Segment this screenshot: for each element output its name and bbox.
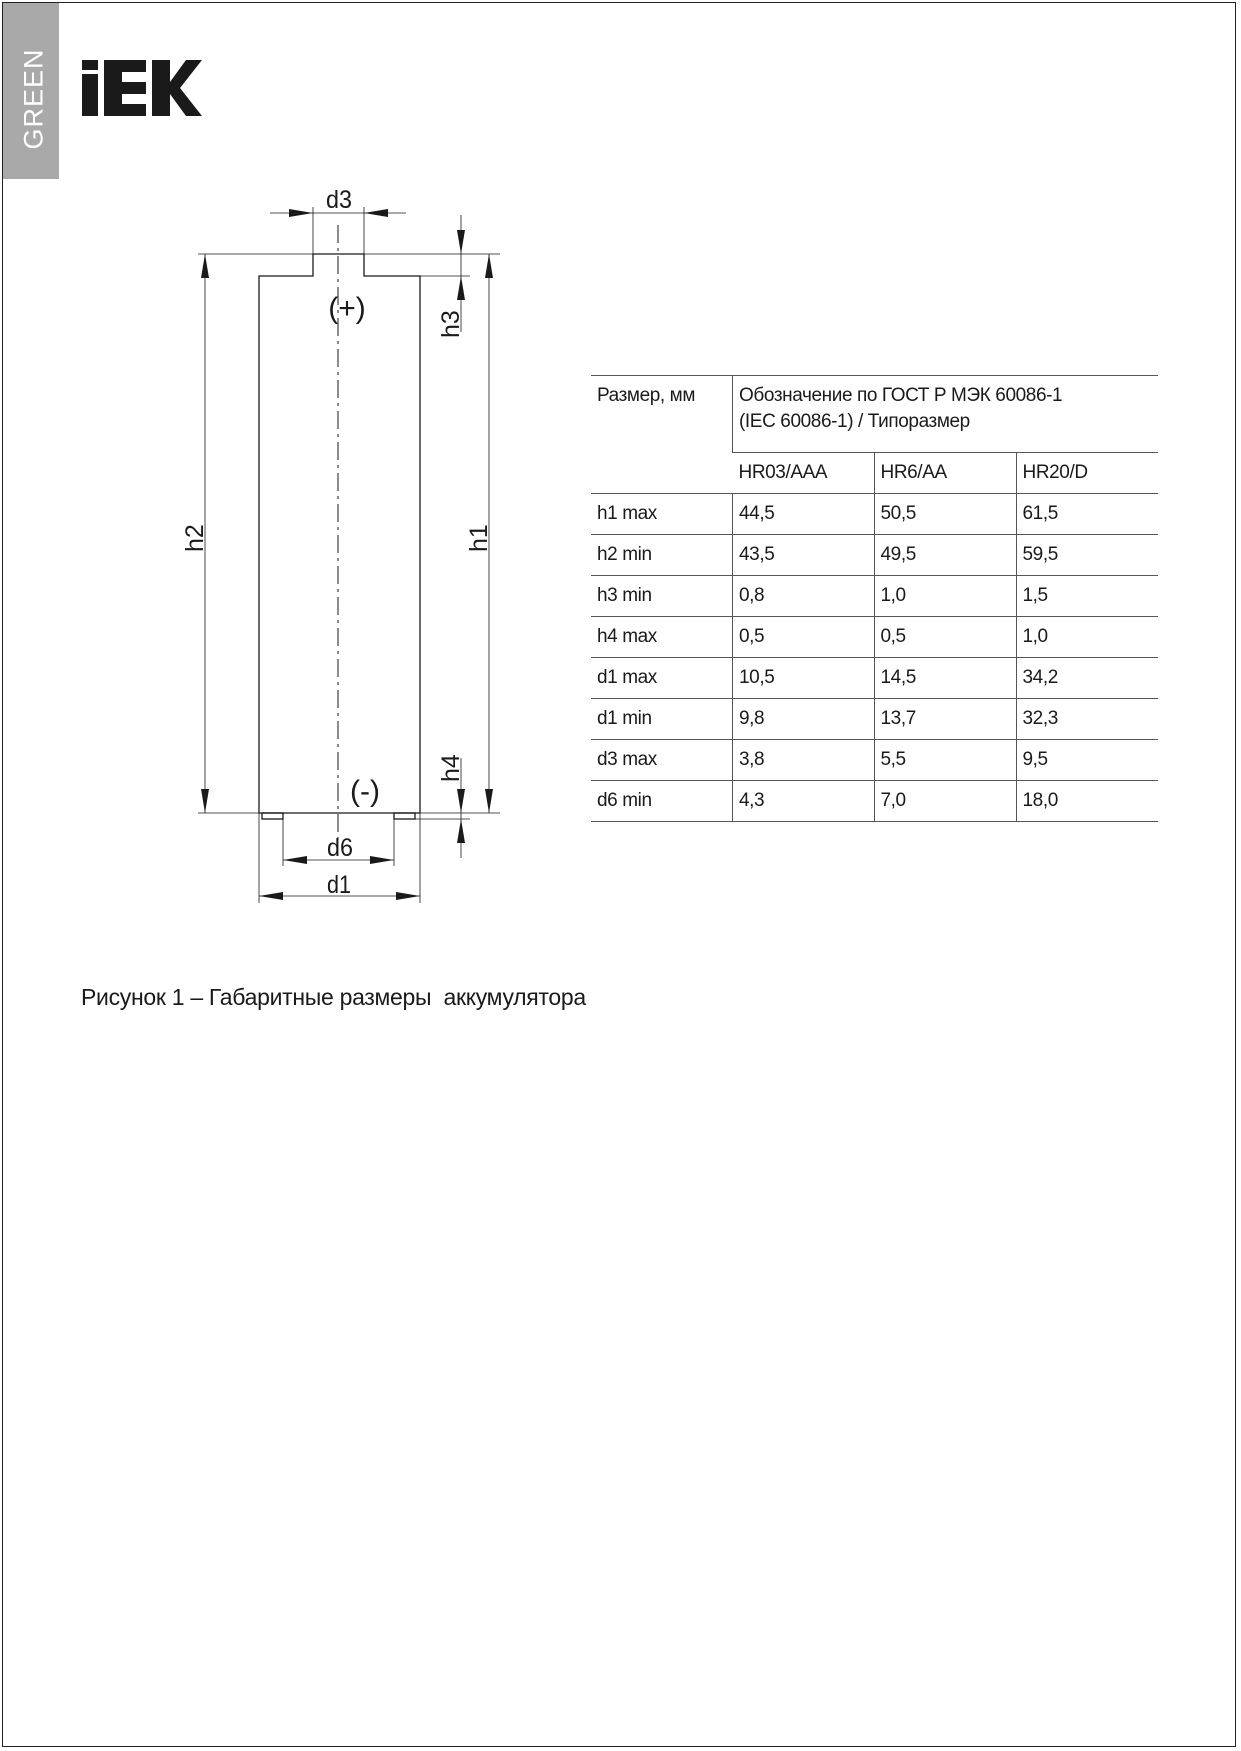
value-cell: 4,3: [733, 781, 875, 822]
arrow-h4-top: [457, 789, 465, 813]
arrow-h2-bottom: [201, 789, 209, 813]
label-d6: d6: [327, 834, 353, 862]
figure-caption: Рисунок 1 – Габаритные размеры аккумулятора: [81, 984, 586, 1010]
table-row: [591, 494, 1158, 535]
arrow-d1-left: [259, 892, 283, 900]
value-cell: 5,5: [874, 740, 1016, 781]
dimensions-table: [591, 375, 1158, 822]
label-h4: h4: [437, 754, 465, 782]
column-header: HR03/AAA: [733, 453, 875, 494]
param-cell: h1 max: [591, 494, 733, 535]
value-cell: 50,5: [874, 494, 1016, 535]
value-cell: 44,5: [733, 494, 875, 535]
value-cell: 0,8: [733, 576, 875, 617]
value-cell: 0,5: [733, 617, 875, 658]
table-row: [591, 781, 1158, 822]
column-header: HR20/D: [1016, 453, 1158, 494]
arrow-h3-top: [457, 230, 465, 254]
table-row: [591, 576, 1158, 617]
value-cell: 32,3: [1016, 699, 1158, 740]
param-cell: d1 min: [591, 699, 733, 740]
param-cell: d6 min: [591, 781, 733, 822]
arrow-h3-bottom: [457, 276, 465, 300]
value-cell: 9,5: [1016, 740, 1158, 781]
value-cell: 1,5: [1016, 576, 1158, 617]
value-cell: 49,5: [874, 535, 1016, 576]
value-cell: 9,8: [733, 699, 875, 740]
arrow-d3-right: [364, 209, 388, 217]
value-cell: 18,0: [1016, 781, 1158, 822]
arrow-h2-top: [201, 254, 209, 278]
value-cell: 59,5: [1016, 535, 1158, 576]
designation-header-line2: (IEC 60086-1) / Типоразмер: [739, 411, 970, 432]
arrow-d6-left: [283, 856, 307, 864]
arrow-h4-bottom: [457, 819, 465, 843]
table-row: [591, 699, 1158, 740]
negative-foot-right: [394, 813, 415, 819]
green-tab-label: GREEN: [18, 48, 49, 150]
arrow-d6-right: [370, 856, 394, 864]
param-cell: h3 min: [591, 576, 733, 617]
table-row: [591, 617, 1158, 658]
arrow-h1-top: [485, 254, 493, 278]
value-cell: 1,0: [1016, 617, 1158, 658]
label-d1: d1: [327, 871, 351, 899]
column-header: HR6/AA: [874, 453, 1016, 494]
table-header-row: [591, 376, 1158, 453]
arrow-h1-bottom: [485, 789, 493, 813]
negative-foot-left: [262, 813, 283, 819]
param-cell: d3 max: [591, 740, 733, 781]
label-h2: h2: [181, 524, 209, 552]
param-cell: h2 min: [591, 535, 733, 576]
label-h3: h3: [437, 310, 465, 338]
table-row: [591, 658, 1158, 699]
battery-outline: [259, 254, 420, 813]
designation-header-cell: [733, 376, 1159, 453]
param-cell: d1 max: [591, 658, 733, 699]
value-cell: 43,5: [733, 535, 875, 576]
value-cell: 14,5: [874, 658, 1016, 699]
value-cell: 7,0: [874, 781, 1016, 822]
designation-header-line1: Обозначение по ГОСТ Р МЭК 60086-1: [739, 385, 1063, 406]
value-cell: 13,7: [874, 699, 1016, 740]
value-cell: 61,5: [1016, 494, 1158, 535]
value-cell: 3,8: [733, 740, 875, 781]
param-cell: h4 max: [591, 617, 733, 658]
label-plus: (+): [328, 292, 366, 325]
value-cell: 0,5: [874, 617, 1016, 658]
value-cell: 10,5: [733, 658, 875, 699]
label-d3: d3: [326, 186, 352, 214]
label-h1: h1: [465, 524, 493, 552]
table-row: [591, 740, 1158, 781]
arrow-d3-left: [289, 209, 313, 217]
table-row: [591, 535, 1158, 576]
arrow-d1-right: [396, 892, 420, 900]
label-minus: (-): [350, 775, 380, 808]
size-header-cell: Размер, мм: [591, 376, 733, 494]
value-cell: 1,0: [874, 576, 1016, 617]
value-cell: 34,2: [1016, 658, 1158, 699]
